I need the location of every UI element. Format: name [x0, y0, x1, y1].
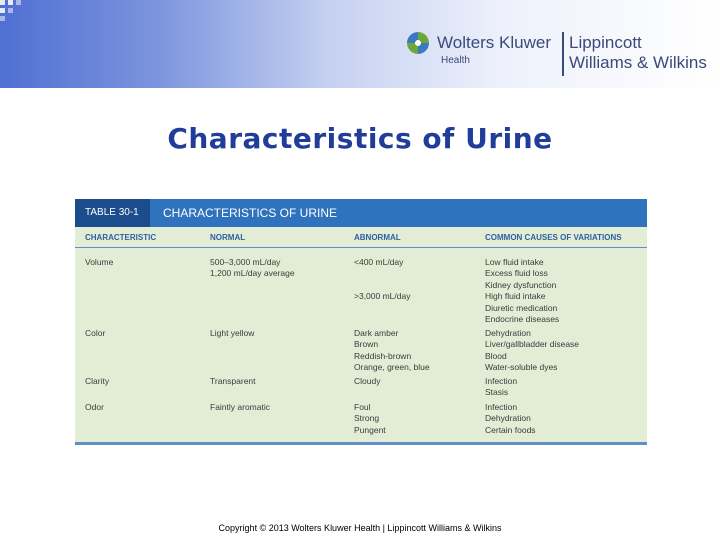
table-caption: CHARACTERISTICS OF URINE	[163, 206, 338, 220]
table-cell-causes: Water-soluble dyes	[485, 362, 558, 373]
corner-decoration	[0, 0, 22, 22]
column-header-causes: COMMON CAUSES OF VARIATIONS	[485, 233, 622, 242]
logo-lippincott: Lippincott	[569, 33, 642, 52]
table-cell-causes: Infection	[485, 376, 518, 386]
table-cell-normal: Faintly aromatic	[210, 402, 270, 412]
header-banner	[0, 0, 720, 88]
table-cell-causes: Diuretic medication	[485, 302, 558, 313]
logo-divider	[562, 32, 564, 76]
logo-williams-wilkins: Williams & Wilkins	[569, 53, 707, 72]
column-header-normal: NORMAL	[210, 233, 246, 242]
wolters-kluwer-logo-icon	[407, 32, 429, 54]
table-cell-normal: Transparent	[210, 376, 256, 386]
table-cell-causes: High fluid intake	[485, 291, 546, 302]
table-cell-abnormal: Foul	[354, 402, 371, 412]
header-rule	[75, 247, 647, 248]
table-cell-causes: Kidney dysfunction	[485, 279, 557, 290]
table-cell-normal: Light yellow	[210, 328, 255, 338]
table-cell-abnormal: <400 mL/day	[354, 257, 404, 267]
table-cell-characteristic: Volume	[85, 257, 114, 267]
column-header-characteristic: CHARACTERISTIC	[85, 233, 157, 242]
publisher-logo	[405, 30, 717, 80]
logo-health: Health	[441, 55, 470, 66]
table-cell-causes: Infection	[485, 402, 518, 412]
table-cell-abnormal: Strong	[354, 413, 380, 424]
table-cell-normal: 1,200 mL/day average	[210, 268, 295, 279]
logo-wolters-kluwer: Wolters Kluwer	[437, 33, 551, 52]
table-header-bar	[75, 199, 647, 227]
table-cell-abnormal: Pungent	[354, 424, 386, 435]
table-cell-abnormal: Brown	[354, 339, 379, 350]
table-cell-characteristic: Odor	[85, 402, 104, 412]
table-number: TABLE 30-1	[75, 199, 150, 227]
table-cell-causes: Dehydration	[485, 328, 531, 338]
table-cell-abnormal: Reddish-brown	[354, 350, 412, 361]
table-cell-causes: Excess fluid loss	[485, 268, 548, 279]
column-header-abnormal: ABNORMAL	[354, 233, 401, 242]
table-cell-abnormal: Dark amber	[354, 328, 399, 338]
table-cell-abnormal: Cloudy	[354, 376, 381, 386]
table-bottom-rule	[75, 442, 647, 445]
table-cell-causes: Certain foods	[485, 424, 536, 435]
table-cell-causes: Endocrine diseases	[485, 314, 560, 324]
table-cell-causes: Liver/gallbladder disease	[485, 339, 580, 350]
table-cell-normal: 500–3,000 mL/day	[210, 257, 281, 267]
table-cell-abnormal: Orange, green, blue	[354, 362, 430, 373]
table-cell-causes: Stasis	[485, 387, 509, 398]
table-cell-causes: Low fluid intake	[485, 257, 544, 267]
table-cell-causes: Dehydration	[485, 413, 531, 424]
table-cell-characteristic: Color	[85, 328, 106, 338]
urine-table	[75, 199, 647, 445]
slide-title: Characteristics of Urine	[167, 122, 553, 155]
copyright-footer: Copyright © 2013 Wolters Kluwer Health | Lippincott Williams & Wilkins	[218, 523, 502, 533]
table-cell-causes: Blood	[485, 350, 507, 361]
table-cell-characteristic: Clarity	[85, 376, 110, 386]
table-cell-abnormal: >3,000 mL/day	[354, 291, 411, 302]
